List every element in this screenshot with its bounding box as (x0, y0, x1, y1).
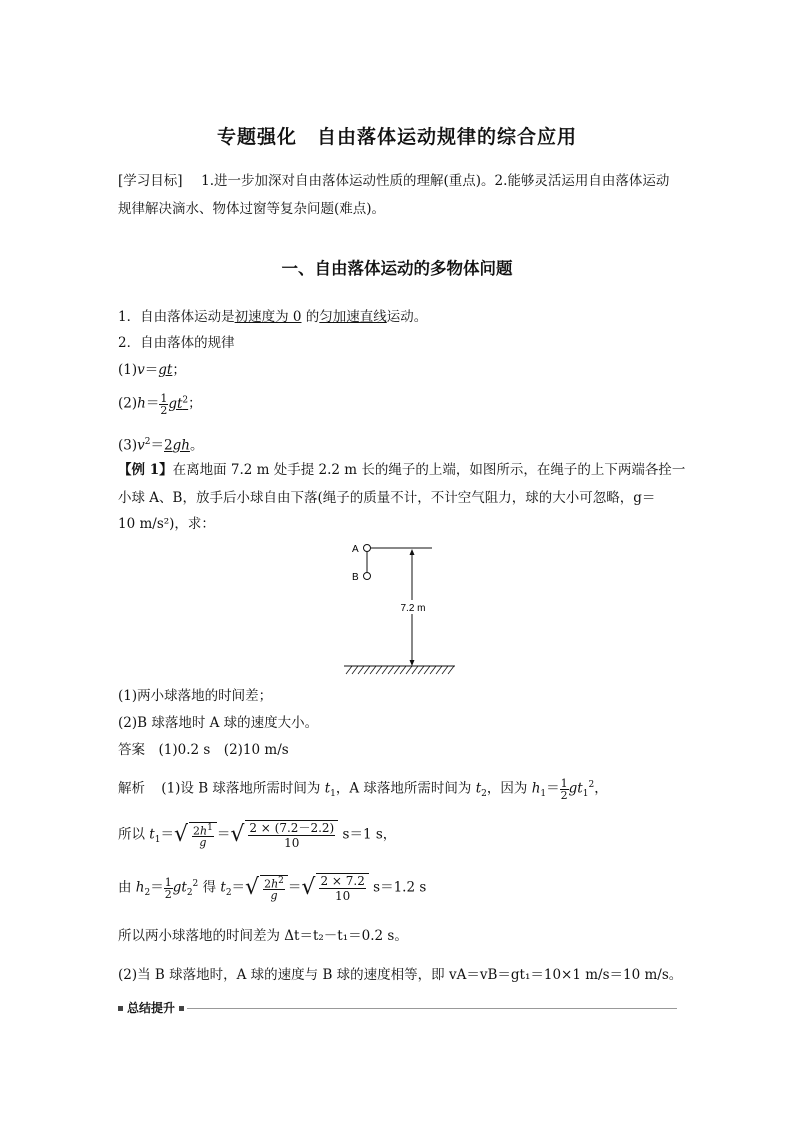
summary-label: 总结提升 (127, 1001, 176, 1015)
line2-numerator: 2 × (7.2－2.2) (249, 821, 335, 835)
line3-denominator: 10 (335, 889, 351, 903)
fraction-den: 2 (160, 403, 168, 417)
example-text1: 在离地面 7.2 m 处手提 2.2 m 长的绳子的上端，如图所示，在绳子的上下两端各拴一 (172, 462, 686, 478)
analysis-line1: 解析 (1)设 B 球落地所需时间为 $t_1$，A 球落地所需时间为 $t_2$，因为 $h_1=$ $\frac{1}{2}$ $gt_1^2$， (118, 776, 608, 802)
ground-hatching (346, 666, 454, 674)
analysis-line2-prefix: 所以 (118, 826, 150, 843)
p1-mid: 的 (301, 309, 320, 325)
analysis-line2: 所以 $t_1=√$ $\frac{2h^1}{g}$ ＝√ $\frac{2 \times (7.2-2.2)}{10}$ s＝1 s， (118, 821, 397, 850)
fraction-half (159, 393, 168, 416)
paragraph-2: 2．自由落体的规律 (118, 335, 235, 351)
p1-underlined-1: 初速度为 0 (234, 309, 302, 325)
arrow-head-bottom (410, 660, 415, 666)
analysis-label: 解析 (118, 780, 145, 797)
formula-2: (2)h＝ $\frac{1}{2}$ $gt^2$； (118, 391, 202, 417)
line2-denominator: 10 (284, 836, 300, 850)
ball-b (364, 573, 371, 580)
question-1: (1)两小球落地的时间差； (118, 688, 273, 704)
example-label: 【例 1】 (118, 462, 173, 478)
formula-3-label: (3) (118, 437, 138, 454)
example-line3: 10 m/s²)，求： (118, 516, 215, 532)
analysis-line3-prefix: 由 (118, 879, 136, 896)
analysis-line5: (2)当 B 球落地时，A 球的速度与 B 球的速度相等，即 vA＝vB＝gt₁＝10×1 m/s＝10 m/s。 (118, 967, 683, 983)
analysis-line3-mid: 得 (198, 879, 221, 896)
fall-diagram (340, 535, 465, 680)
height-label: 7.2 m (400, 603, 426, 614)
example-line1 (118, 460, 685, 480)
ball-a (364, 545, 371, 552)
line2-result: s＝1 s， (338, 826, 397, 843)
label-a: A (352, 544, 359, 555)
answer: 答案 (1)0.2 s (2)10 m/s (118, 742, 289, 758)
label-b: B (352, 572, 359, 583)
analysis-line1-c: ，因为 (486, 780, 532, 797)
formula-2-label: (2) (118, 395, 138, 412)
analysis-line1-b: ，A 球落地所需时间为 (335, 780, 476, 797)
summary-bullet-icon-right (179, 1006, 184, 1011)
analysis-line1-a: (1)设 B 球落地所需时间为 (161, 780, 325, 797)
line3-result: s＝1.2 s (368, 879, 427, 896)
paragraph-1 (118, 307, 427, 327)
line3-numerator: 2 × 7.2 (320, 874, 365, 888)
page-title: 专题强化 自由落体运动规律的综合应用 (216, 126, 577, 148)
objectives-line2: 规律解决滴水、物体过窗等复杂问题(难点)。 (118, 201, 386, 217)
example-line2: 小球 A、B，放手后小球自由下落(绳子的质量不计，不计空气阻力，球的大小可忽略，g＝ (118, 490, 656, 506)
summary-bullet-icon (118, 1006, 123, 1011)
summary-rule (187, 1008, 677, 1009)
formula-1: (1)v＝gt； (118, 362, 186, 378)
objectives-label: [学习目标] (118, 173, 183, 189)
formula-3: $(3)v^2=2gh$。 (118, 437, 204, 454)
analysis-line4: 所以两小球落地的时间差为 Δt＝t₂－t₁＝0.2 s。 (118, 928, 408, 944)
formula-1-label: (1) (118, 362, 138, 378)
arrow-head-top (410, 549, 415, 555)
question-2: (2)B 球落地时 A 球的速度大小。 (118, 715, 319, 731)
p1-prefix: 1．自由落体运动是 (118, 309, 235, 325)
section-heading: 一、自由落体运动的多物体问题 (281, 259, 513, 278)
fraction-num: 1 (160, 391, 168, 405)
analysis-line3: 由 $h_2=$ $\frac{1}{2}$ $gt_2^2$ 得 $t_2=√$ $\frac{2h^2}{g}$ ＝√ $\frac{2 \times 7.2}{10}$ s＝1.2 s (118, 874, 427, 903)
p1-underlined-2: 匀加速直线 (319, 309, 387, 325)
summary-header (118, 999, 184, 1016)
p1-suffix: 运动。 (386, 309, 428, 325)
objectives-line1 (118, 171, 669, 191)
objectives-text1: 1.进一步加深对自由落体运动性质的理解(重点)。2.能够灵活运用自由落体运动 (201, 173, 670, 189)
